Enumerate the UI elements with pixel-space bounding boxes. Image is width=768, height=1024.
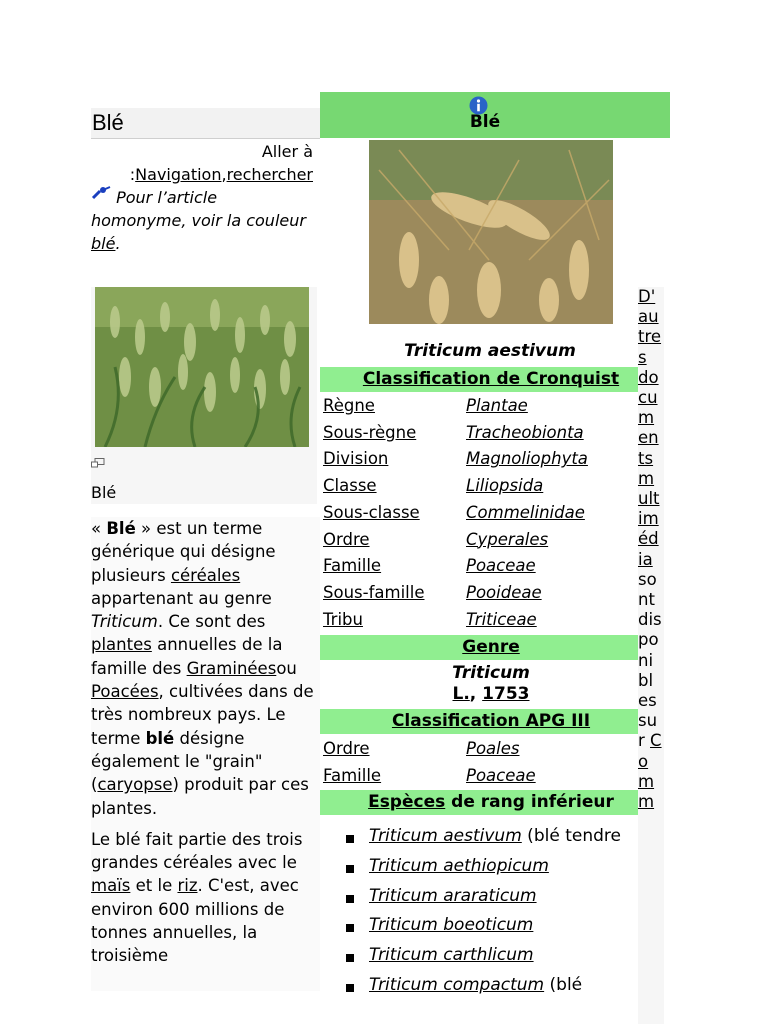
rank-label[interactable]: Famille xyxy=(323,765,382,785)
bullet-icon xyxy=(346,924,354,932)
bullet-icon xyxy=(346,954,354,962)
taxon-link[interactable]: Magnoliophyta xyxy=(466,449,588,469)
genus-title: Triticum xyxy=(452,663,530,683)
body-link[interactable]: céréales xyxy=(170,565,241,585)
species-list-item xyxy=(344,826,638,856)
hatnote xyxy=(91,186,316,255)
species-note: (blé tendre xyxy=(521,826,621,846)
species-note: (blé xyxy=(544,974,583,995)
body-link[interactable]: maïs xyxy=(91,876,131,896)
rank-label[interactable]: Sous-famille xyxy=(323,582,425,602)
body-link[interactable]: plantes xyxy=(91,635,152,655)
commons-plain-text: sont disponibles sur xyxy=(638,569,662,751)
body-link[interactable]: caryopse xyxy=(97,775,173,795)
wheat-ears-image[interactable] xyxy=(369,140,613,324)
enlarge-icon[interactable] xyxy=(91,458,105,468)
jump-search-link[interactable]: rechercher xyxy=(226,165,313,184)
cronquist-header xyxy=(320,367,662,392)
species-list-item xyxy=(344,945,638,975)
bold-term: Blé xyxy=(106,519,136,538)
genus-year-link[interactable]: 1753 xyxy=(482,684,530,704)
species-link[interactable]: Triticum boeoticum xyxy=(369,915,534,936)
species-link[interactable]: Triticum aethiopicum xyxy=(369,855,549,876)
body-text: » est un terme générique qui désigne plusieurs xyxy=(91,519,276,585)
taxon-link[interactable]: Tracheobionta xyxy=(466,422,584,442)
rank-label[interactable]: Sous-classe xyxy=(323,502,420,522)
species-link[interactable]: Triticum compactum xyxy=(369,974,545,995)
rank-label[interactable]: Ordre xyxy=(323,529,370,549)
species-link[interactable]: Triticum carthlicum xyxy=(369,945,534,966)
apg-header-link[interactable]: Classification APG III xyxy=(391,711,591,731)
genus-author-link[interactable]: L. xyxy=(452,684,470,704)
title-bar xyxy=(91,108,320,139)
species-list-item xyxy=(344,886,638,916)
taxon-link[interactable]: Poales xyxy=(466,739,520,758)
apg-header xyxy=(320,709,662,734)
rank-label[interactable]: Règne xyxy=(323,396,375,415)
disambiguation-icon xyxy=(91,186,111,200)
species-list-item xyxy=(344,856,638,886)
body-text: ) produit par ces plantes. xyxy=(91,775,309,818)
thumbnail-box xyxy=(91,287,317,504)
bold-term: blé xyxy=(145,728,175,748)
commons-notice xyxy=(638,287,662,812)
bullet-icon xyxy=(346,984,354,992)
genre-header-link[interactable]: Genre xyxy=(462,637,520,657)
body-text: . Ce sont des xyxy=(157,612,266,632)
infobox-species-name[interactable]: Triticum aestivum xyxy=(404,341,576,361)
species-list xyxy=(344,826,638,1005)
body-text: « xyxy=(91,519,107,538)
body-text: désigne également le "grain" ( xyxy=(91,728,263,795)
rank-label[interactable]: Classe xyxy=(323,476,377,496)
hatnote-text: Pour l’article homonyme, voir la couleur xyxy=(91,188,306,230)
species-header-rest: de rang inférieur xyxy=(445,792,614,812)
taxon-link[interactable]: Plantae xyxy=(466,396,528,415)
genus-name xyxy=(320,663,662,705)
body-text: appartenant au genre xyxy=(91,588,272,608)
body-text: annuelles de la famille des xyxy=(91,635,283,678)
wheat-field-image[interactable] xyxy=(95,287,309,447)
genre-header xyxy=(320,635,662,660)
jump-prefix: Aller à : xyxy=(129,142,313,184)
body-link[interactable]: Poacées xyxy=(91,682,159,702)
taxon-link[interactable]: Triticeae xyxy=(466,609,537,629)
hatnote-end: . xyxy=(115,234,121,253)
rank-label[interactable]: Division xyxy=(323,449,389,469)
infobox-title-bar xyxy=(320,92,670,138)
rank-label[interactable]: Sous-règne xyxy=(323,422,417,442)
body-text: et le xyxy=(130,876,178,896)
species-link[interactable]: Triticum aestivum xyxy=(369,826,522,846)
jump-separator: , xyxy=(221,165,227,184)
body-text: , cultivées dans de très nombreux pays. Le terme xyxy=(91,682,314,748)
body-text: ou xyxy=(276,658,297,678)
taxon-link[interactable]: Commelinidae xyxy=(466,502,585,522)
taxon-link[interactable]: Liliopsida xyxy=(466,476,544,496)
paragraph-1 xyxy=(91,517,320,820)
page-title: Blé xyxy=(92,110,124,135)
bullet-icon xyxy=(346,895,354,903)
taxon-link[interactable]: Pooideae xyxy=(466,582,542,602)
jump-links xyxy=(91,140,313,186)
jump-navigation-link[interactable]: Navigation xyxy=(135,165,222,184)
species-link[interactable]: Triticum araraticum xyxy=(369,885,537,906)
bullet-icon xyxy=(346,865,354,873)
body-text: Le blé fait partie des trois grandes céréales avec le xyxy=(91,829,303,873)
article-body xyxy=(91,517,320,991)
genus-comma: , xyxy=(469,684,483,704)
body-link[interactable]: Graminées xyxy=(186,658,277,678)
taxon-link[interactable]: Poaceae xyxy=(466,556,536,576)
species-list-item xyxy=(344,915,638,945)
body-link[interactable]: riz xyxy=(177,876,198,896)
commons-link[interactable]: Comm xyxy=(638,731,662,812)
infobox-title: Blé xyxy=(469,112,501,132)
bullet-icon xyxy=(346,835,354,843)
body-text: . C'est, avec environ 600 millions de tonnes annuelles, la troisième xyxy=(91,876,299,966)
thumbnail-caption: Blé xyxy=(91,483,117,502)
species-header-link[interactable]: Espèces xyxy=(368,792,446,812)
rank-label[interactable]: Tribu xyxy=(323,609,363,629)
taxon-link[interactable]: Poaceae xyxy=(466,765,536,785)
species-header xyxy=(320,790,662,815)
italic-term: Triticum xyxy=(91,612,158,632)
species-list-item xyxy=(344,975,638,1005)
paragraph-2 xyxy=(91,828,320,968)
taxon-link[interactable]: Cyperales xyxy=(466,529,549,549)
commons-media-link[interactable]: D'autres documents multimédia xyxy=(638,287,662,569)
cronquist-header-link[interactable]: Classification de Cronquist xyxy=(362,369,620,389)
rank-label[interactable]: Famille xyxy=(323,556,382,576)
rank-label[interactable]: Ordre xyxy=(323,739,370,758)
hatnote-link[interactable]: blé xyxy=(91,234,116,253)
